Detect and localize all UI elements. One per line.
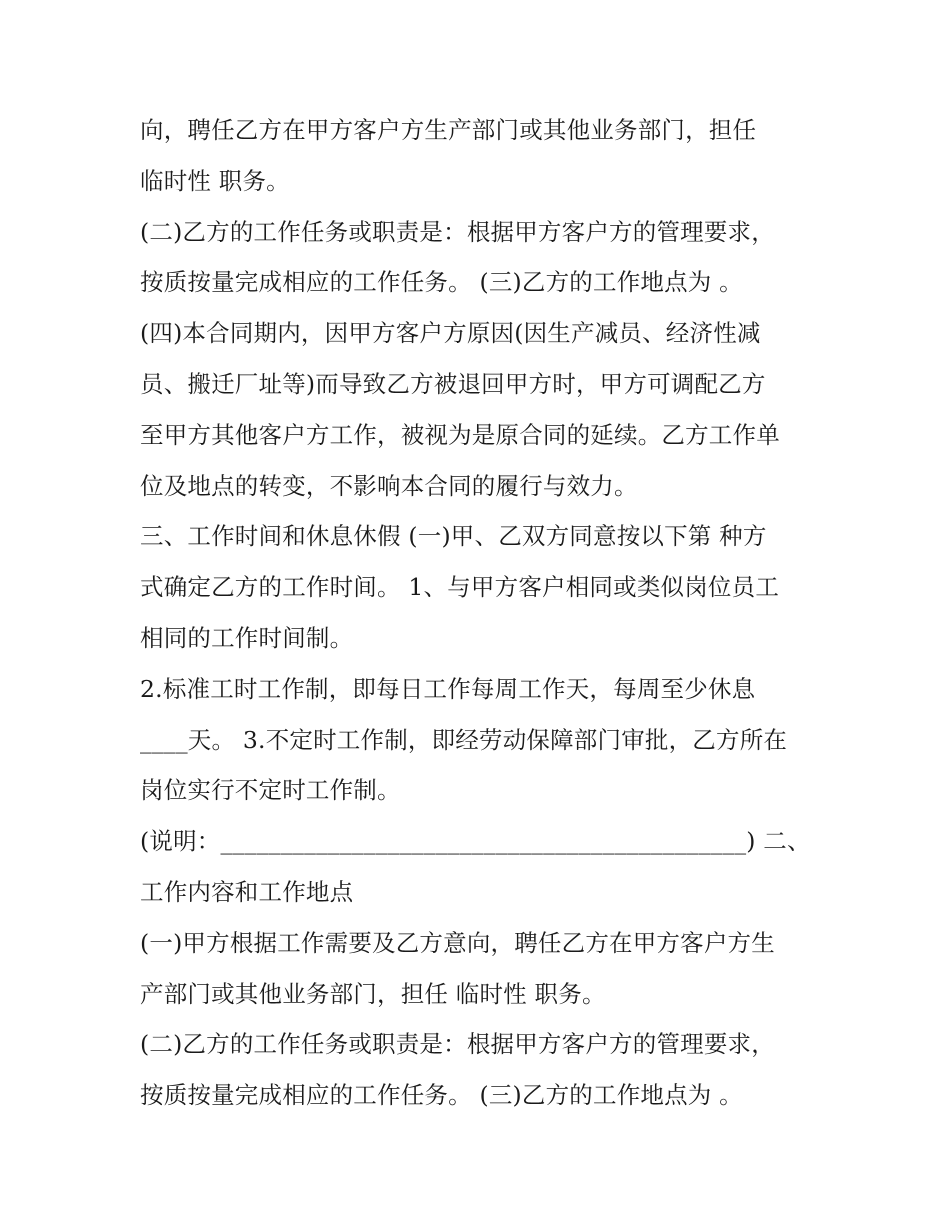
text-line: 2.标准工时工作制，即每日工作每周工作天，每周至少休息 <box>140 674 756 703</box>
text-line: 至甲方其他客户方工作，被视为是原合同的延续。乙方工作单 <box>140 420 780 449</box>
text-line: (一)甲方根据工作需要及乙方意向，聘任乙方在甲方客户方生 <box>140 928 775 957</box>
text-line: 工作内容和工作地点 <box>140 877 354 906</box>
text-line: 三、工作时间和休息休假 (一)甲、乙双方同意按以下第 种方 <box>140 522 767 551</box>
text-line: (说明：____________________________________________) 二、 <box>140 827 811 856</box>
text-line: 式确定乙方的工作时间。 1、与甲方客户相同或类似岗位员工 <box>140 573 780 602</box>
text-line: 按质按量完成相应的工作任务。 (三)乙方的工作地点为 。 <box>140 1081 743 1110</box>
text-line: 向，聘任乙方在甲方客户方生产部门或其他业务部门，担任 <box>140 116 757 144</box>
text-line: 位及地点的转变，不影响本合同的履行与效力。 <box>140 471 638 500</box>
document-body <box>140 105 830 1121</box>
text-line: (二)乙方的工作任务或职责是：根据甲方客户方的管理要求， <box>140 217 775 246</box>
text-line: (二)乙方的工作任务或职责是：根据甲方客户方的管理要求， <box>140 1030 775 1059</box>
text-line: 相同的工作时间制。 <box>140 623 354 652</box>
text-line: 按质按量完成相应的工作任务。 (三)乙方的工作地点为 。 <box>140 268 743 297</box>
text-line: 产部门或其他业务部门，担任 临时性 职务。 <box>140 979 606 1008</box>
text-line: ____天。 3.不定时工作制，即经劳动保障部门审批，乙方所在 <box>140 725 788 754</box>
text-line: 员、搬迁厂址等)而导致乙方被退回甲方时，甲方可调配乙方 <box>140 369 766 398</box>
text-line: 临时性 职务。 <box>140 166 290 195</box>
text-line: (四)本合同期内，因甲方客户方原因(因生产减员、经济性减 <box>140 319 761 348</box>
text-line: 岗位实行不定时工作制。 <box>140 776 401 805</box>
